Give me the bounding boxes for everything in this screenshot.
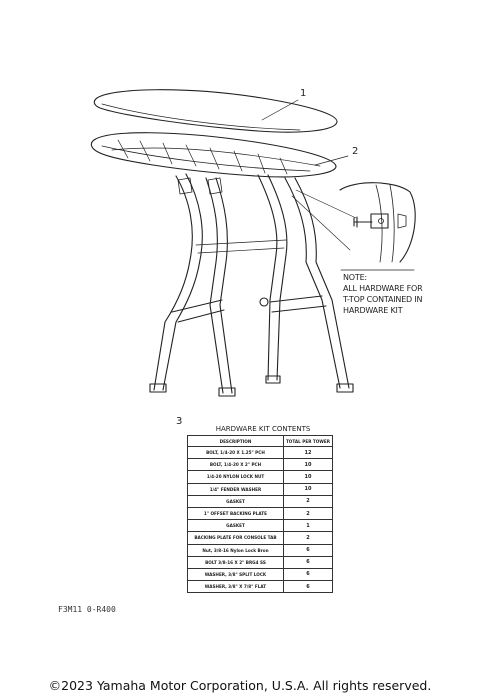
row-quantity: 6 xyxy=(283,556,332,568)
column-header-total: TOTAL PER TOWER xyxy=(283,436,332,447)
row-quantity: 10 xyxy=(283,483,332,495)
frame-cross-bar-rear xyxy=(270,296,326,312)
mount-clamp-icon xyxy=(260,298,268,306)
callout-1: 1 xyxy=(300,88,307,99)
hardware-note xyxy=(343,272,461,316)
frame-leg-front-left xyxy=(150,174,202,392)
row-description: GASKET xyxy=(188,520,284,532)
row-description: BOLT 3/8-16 X 2" BRG4 SS xyxy=(188,556,284,568)
note-line: NOTE: xyxy=(343,273,367,282)
callout-3: 3 xyxy=(176,416,183,427)
row-quantity: 2 xyxy=(283,507,332,519)
note-line: T-TOP CONTAINED IN xyxy=(343,295,423,304)
frame-top-rack xyxy=(91,133,336,177)
callout-2: 2 xyxy=(352,146,359,157)
note-line: ALL HARDWARE FOR xyxy=(343,284,423,293)
frame-cross-bar-upper xyxy=(196,240,286,253)
row-quantity: 10 xyxy=(283,459,332,471)
hardware-detail-callout xyxy=(340,183,415,262)
leader-line-1 xyxy=(262,100,298,120)
row-description: BOLT, 1/4-20 X 2" PCH xyxy=(188,459,284,471)
row-description: WASHER, 3/8" SPLIT LOCK xyxy=(188,568,284,580)
frame-cross-bar-front xyxy=(172,300,224,322)
table-row xyxy=(188,495,333,507)
table-row xyxy=(188,520,333,532)
row-description: BOLT, 1/4-20 X 1.25" PCH xyxy=(188,447,284,459)
row-description: 1/4-20 NYLON LOCK NUT xyxy=(188,471,284,483)
row-description: 1" OFFSET BACKING PLATE xyxy=(188,507,284,519)
frame-leg-rear-left xyxy=(258,175,287,383)
hardware-kit-title: HARDWARE KIT CONTENTS xyxy=(215,425,311,433)
row-quantity: 6 xyxy=(283,544,332,556)
hardware-kit-table xyxy=(187,435,333,593)
table-row xyxy=(188,483,333,495)
table-row xyxy=(188,556,333,568)
row-quantity: 12 xyxy=(283,447,332,459)
table-row xyxy=(188,447,333,459)
table-header-row xyxy=(188,436,333,447)
table-row xyxy=(188,471,333,483)
row-description: BACKING PLATE FOR CONSOLE TAB xyxy=(188,532,284,544)
table-row xyxy=(188,532,333,544)
figure-code: F3M11 0-R400 xyxy=(58,605,116,614)
row-description: GASKET xyxy=(188,495,284,507)
row-description: 1/4" FENDER WASHER xyxy=(188,483,284,495)
row-quantity: 2 xyxy=(283,495,332,507)
frame-leg-front-right xyxy=(206,178,235,396)
row-quantity: 6 xyxy=(283,581,332,593)
table-row xyxy=(188,544,333,556)
column-header-description: DESCRIPTION xyxy=(188,436,284,447)
table-row xyxy=(188,459,333,471)
row-description: Nut, 3/8-16 Nylon Lock Bron xyxy=(188,544,284,556)
table-row xyxy=(188,581,333,593)
table-row xyxy=(188,568,333,580)
row-quantity: 6 xyxy=(283,568,332,580)
row-quantity: 1 xyxy=(283,520,332,532)
row-quantity: 10 xyxy=(283,471,332,483)
copyright-notice: ©2023 Yamaha Motor Corporation, U.S.A. All rights reserved. xyxy=(48,678,432,693)
leader-line-2 xyxy=(315,156,348,165)
row-description: WASHER, 3/8" X 7/8" FLAT xyxy=(188,581,284,593)
note-line: HARDWARE KIT xyxy=(343,306,403,315)
table-row xyxy=(188,507,333,519)
row-quantity: 2 xyxy=(283,532,332,544)
